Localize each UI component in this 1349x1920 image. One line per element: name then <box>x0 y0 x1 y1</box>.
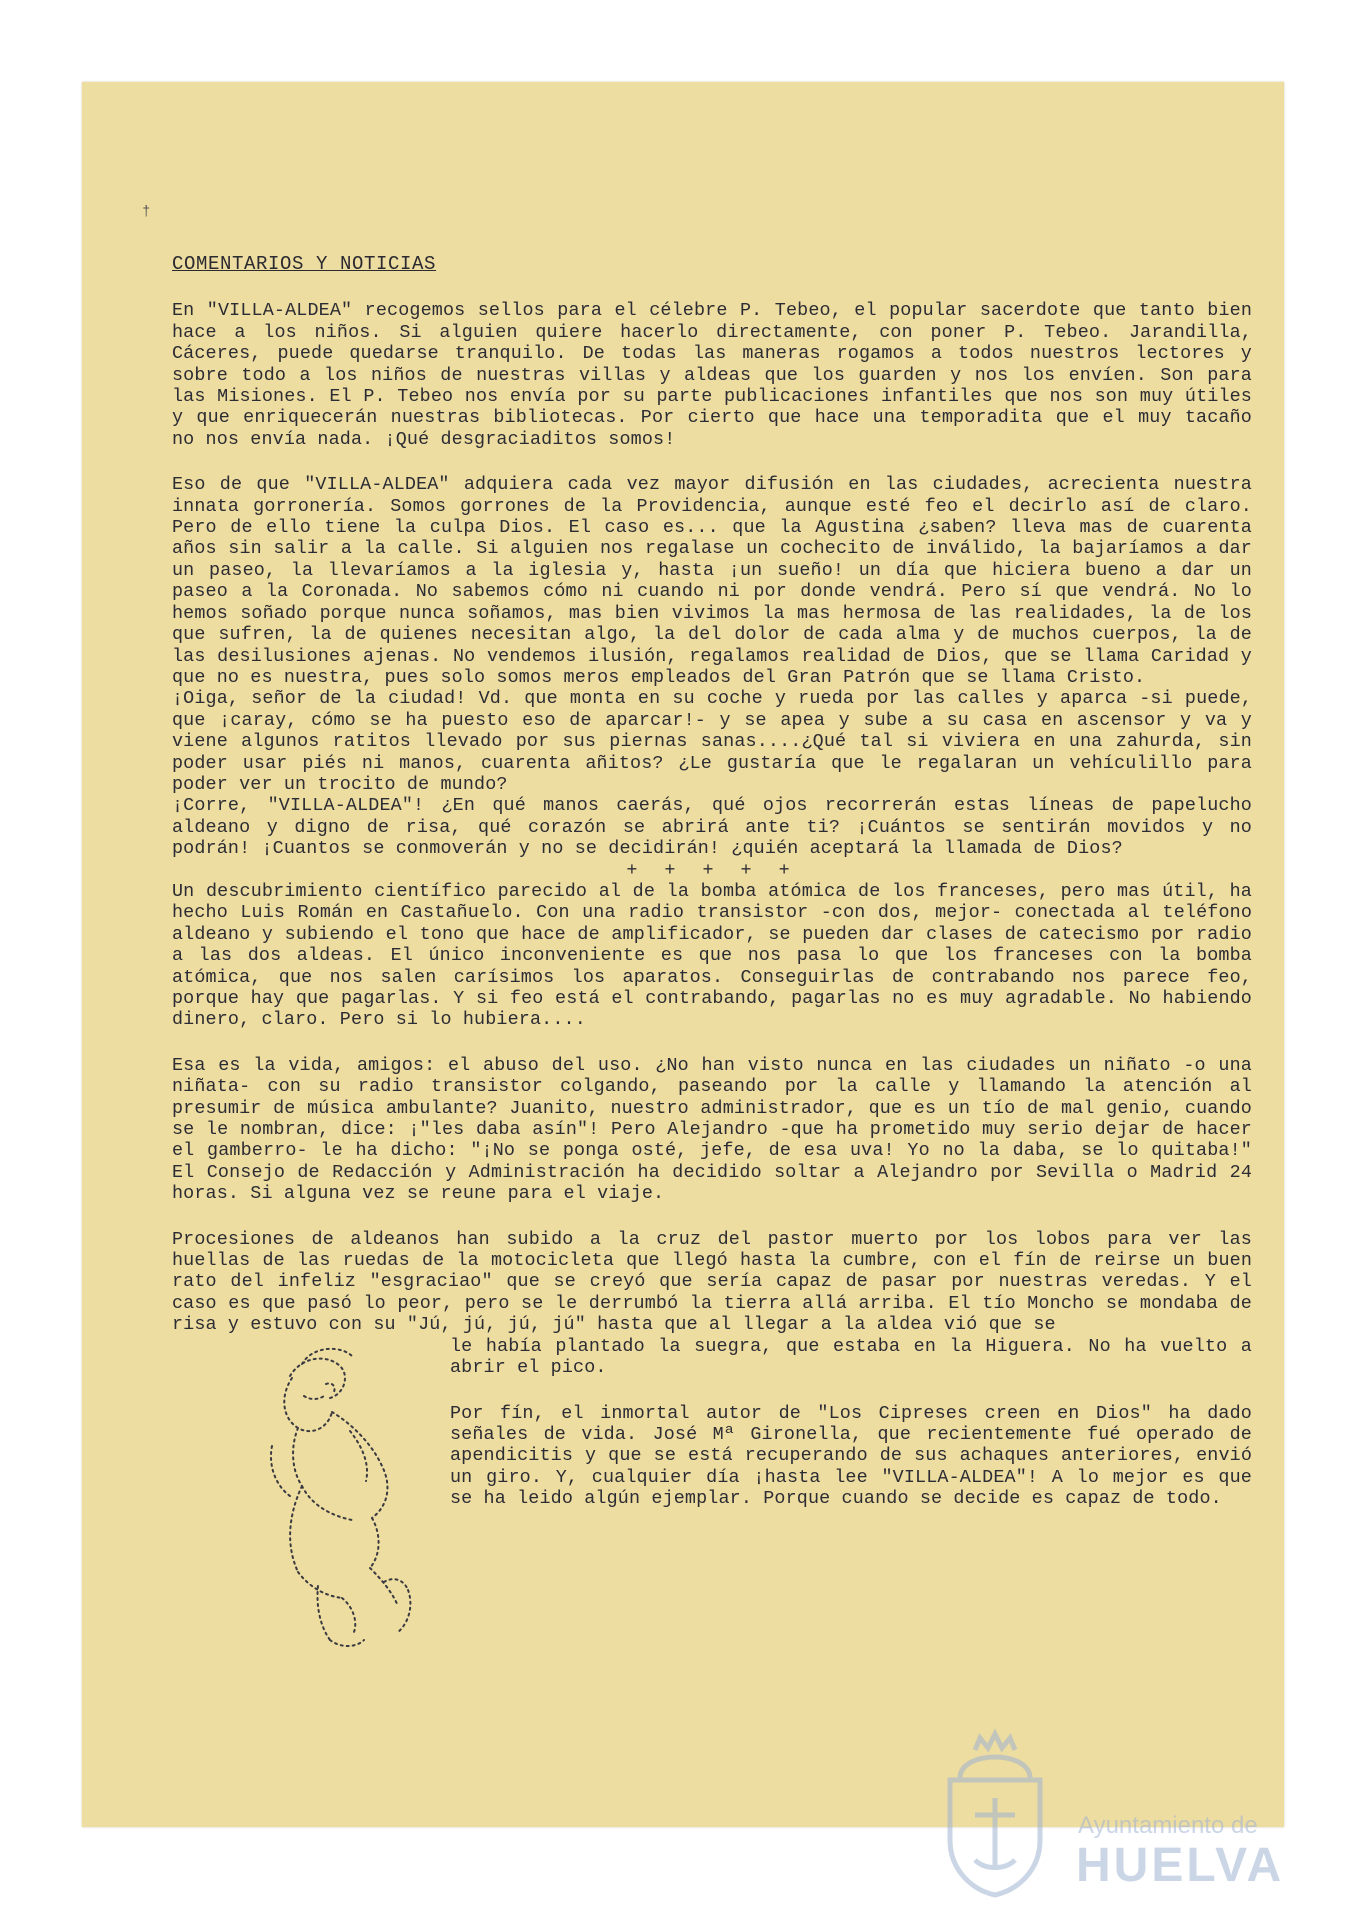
dotted-figure-illustration <box>232 1336 442 1656</box>
paper-sheet <box>82 82 1284 1827</box>
paragraph-city-man: ¡Oiga, señor de la ciudad! Vd. que monta en su coche y rueda por las calles y aparca -si puede, que ¡caray, cómo se ha puesto eso de aparcar!- y se apea y sube a su casa en ascensor y va y viene algunos ratitos llevado por sus piernas sanas....¿Qué tal si viviera en una zahurda, sin poder usar piés ni manos, cuarenta añitos? ¿Le gustaría que le regalaran un vehículillo para poder ver un trocito de mundo? <box>172 688 1252 795</box>
section-separator: + + + + + <box>626 859 798 881</box>
document-title: COMENTARIOS Y NOTICIAS <box>172 253 437 275</box>
city-seal-icon <box>930 1720 1060 1900</box>
watermark-line-1: Ayuntamiento de <box>1078 1812 1258 1839</box>
text-beside-illustration <box>450 1336 1252 1510</box>
watermark-line-2: HUELVA <box>1076 1839 1285 1892</box>
paragraph-villa-aldea: ¡Corre, "VILLA-ALDEA"! ¿En qué manos caerás, qué ojos recorrerán estas líneas de papelucho aldeano y digno de risa, qué corazón se abrirá ante ti? ¡Cuántos se sentirán movidos y no podrán! ¡Cuantos se conmoverán y no se decidirán! ¿quién aceptará la llamada de Dios? <box>172 795 1252 860</box>
paragraph-stamps: En "VILLA-ALDEA" recogemos sellos para el célebre P. Tebeo, el popular sacerdote que tanto bien hace a los niños. Si alguien quiere hacerlo directamente, con poner P. Tebeo. Jarandilla, Cáceres, puede quedarse tranquilo. De todas las maneras rogamos a todos nuestros lectores y sobre todo a los niños de nuestras villas y aldeas que los guarden y nos los envíen. Son para las Misiones. El P. Tebeo nos envía por su parte publicaciones infantiles que nos son muy útiles y que enriquecerán nuestras bibliotecas. Por cierto que hace una temporadita que el muy tacaño no nos envía nada. ¡Qué desgraciaditos somos! <box>172 300 1252 450</box>
paragraph-transistor: Esa es la vida, amigos: el abuso del uso. ¿No han visto nunca en las ciudades un niñato -o una niñata- con su radio transistor colgando, paseando por la calle y llamando la atención al presumir de música ambulante? Juanito, nuestro administrador, que es un tío de mal genio, cuando se le nombran, dice: ¡"les daba asín"! Pero Alejandro -que ha prometido muy serio dejar de hacer el gamberro- le ha dicho: "¡No se ponga osté, jefe, de esa uva! Yo no la daba, se lo quitaba!" El Consejo de Redacción y Administración ha decidido soltar a Alejandro por Sevilla o Madrid 24 horas. Si alguna vez se reune para el viaje. <box>172 1054 1252 1205</box>
paragraph-procession: Procesiones de aldeanos han subido a la cruz del pastor muerto por los lobos para ver las huellas de las ruedas de la motocicleta que llegó hasta la cumbre, con el fín de reirse un buen rato del infeliz "esgraciao" que se creyó que sería capaz de pasar por nuestras veredas. Y el caso es que pasó lo peor, pero se le derrumbó la tierra allá arriba. El tío Moncho se mondaba de risa y estuvo con su "Jú, jú, jú, jú" hasta que al llegar a la aldea vió que se <box>172 1228 1252 1336</box>
paragraph-wheelchair: Eso de que "VILLA-ALDEA" adquiera cada vez mayor difusión en las ciudades, acrecienta nuestra innata gorronería. Somos gorrones de la Providencia, aunque esté feo el decirlo así de claro. Pero de ello tiene la culpa Dios. El caso es... que la Agustina ¿saben? lleva mas de cuarenta años sin salir a la calle. Si alguien nos regalase un cochecito de inválido, la bajaríamos a dar un paseo, la llevaríamos a la iglesia y, hasta ¡un sueño! un día que hiciera bueno a dar un paseo a la Coronada. No sabemos cómo ni cuando ni por donde vendrá. Pero sí que vendrá. No lo hemos soñado porque nunca soñamos, mas bien vivimos la mas hermosa de las realidades, la de los que sufren, la de quienes necesitan algo, la del dolor de cada alma y de muchos cuerpos, la de las desilusiones ajenas. No vendemos ilusión, regalamos realidad de Dios, que se llama Caridad y que no es nuestra, pues solo somos meros empleados del Gran Patrón que se llama Cristo. <box>172 474 1252 688</box>
paragraph-gironella: Por fín, el inmortal autor de "Los Cipreses creen en Dios" ha dado señales de vida. José Mª Gironella, que recientemente fué operado de apendicitis y que se está recuperando de sus achaques anteriores, envió un giro. Y, cualquier día ¡hasta lee "VILLA-ALDEA"! A lo mejor es que se ha leido algún ejemplar. Porque cuando se decide es capaz de todo. <box>450 1402 1252 1510</box>
paragraph-procession-continued: le había plantado la suegra, que estaba en la Higuera. No ha vuelto a abrir el pico. <box>450 1335 1252 1379</box>
paragraph-radio: Un descubrimiento científico parecido al de la bomba atómica de los franceses, pero mas útil, ha hecho Luis Román en Castañuelo. Con una radio transistor -con dos, mejor- conectada al teléfono aldeano y subiendo el tono que hace de amplificador, se pueden dar clases de catecismo por radio a las dos aldeas. El único inconveniente es que nos pasa lo que los franceses con la bomba atómica, que nos salen carísimos los aparatos. Conseguirlas de contrabando nos parece feo, porque hay que pagarlas. Y si feo está el contrabando, pagarlas no es muy agradable. No habiendo dinero, claro. Pero si lo hubiera.... <box>172 880 1252 1031</box>
illustrated-section <box>172 1336 1252 1510</box>
corner-mark: † <box>142 204 151 220</box>
ayuntamiento-huelva-watermark <box>930 1720 1285 1900</box>
typed-text-body <box>172 232 1252 1510</box>
